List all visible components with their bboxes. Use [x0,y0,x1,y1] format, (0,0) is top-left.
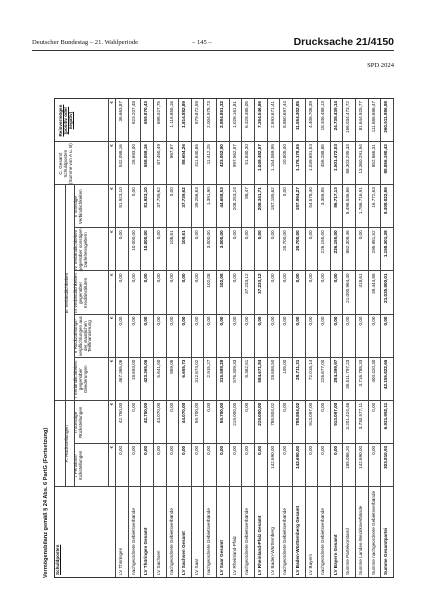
table-cell: 0,00 [282,187,288,197]
column-header: V sonstige Verbindlichkeiten [73,189,83,225]
table-cell: 967,67 [168,144,174,159]
table-cell: 1.158.301,38 [383,230,389,258]
table-cell: 18.346.488,13 [320,101,326,131]
table-cell: 1.049.492,57 [257,144,262,171]
table-cell: 0,00 [130,445,136,455]
table-cell: 0,00 [130,316,136,326]
table-cell: 0,00 [383,316,389,326]
table-cell: 72.016,14 [307,359,313,381]
table-cell: 558.058,16 [143,144,149,168]
group-header-c: C. Gesamt Schuldposten (Summe von A u. B) [58,143,73,185]
table-cell: 0,00 [118,445,123,455]
table-cell: 0,00 [168,187,174,197]
table-cell: 0,00 [244,445,250,455]
row-label: LV Thüringen [118,547,123,575]
table-cell: 0,00 [143,445,149,455]
table-cell: 10.000,00 [143,230,149,251]
header-rule [74,185,75,487]
row-label: Summe nachgeordnete Gebietsverbände [370,490,376,575]
row-label: Summe Landes-/Bezirksverbände [358,505,364,575]
table-cell: 8.860.697,44 [282,101,288,128]
table-cell: 80.856.190,43 [383,144,389,174]
table-cell: 576.309,33 [231,359,237,383]
table-cell: 28.658,50 [269,359,275,381]
row-label: LV Bayern Gesamt [332,534,338,575]
table-cell: 142.690,00 [358,445,364,469]
table-cell: 39.444,88 [370,273,376,294]
table-cell: 788.804,02 [294,402,300,426]
table-cell: 423.052,90 [219,144,225,168]
unit-label: € [109,316,114,320]
table-cell: 111.686.686,47 [370,101,376,133]
header-rule [108,99,109,487]
table-cell: 24.738.439,14 [332,101,338,131]
column-rule [55,400,393,401]
table-cell: 0,00 [206,445,212,455]
table-cell: 852.866,31 [370,144,376,168]
row-label: LV Thüringen Gesamt [143,527,149,575]
table-cell: 1.039.691,54 [307,144,313,171]
row-label: nachgeordnete Gebietsverbände [130,508,136,575]
table-cell: 0,00 [168,402,174,412]
table-cell: 0,00 [193,445,199,455]
unit-label: € [109,187,114,190]
column-rule [74,443,393,444]
table-cell: 2.915,27 [206,359,212,378]
column-header: III Verbindlichkeiten gegenüber Kreditinstituten [73,273,88,313]
table-cell: 315.589,29 [219,359,225,383]
column-rule [55,141,393,142]
column-header: IV Verbindlichkeiten gegenüber sonstigen Darlehensgebern [73,228,88,272]
table-cell: 3.201.424,46 [345,402,351,430]
column-header: I Verbindlichkeiten gegenüber Gliederungen [73,360,88,398]
running-header-title: Deutscher Bundestag – 21. Wahlperiode [32,39,139,46]
table-cell: 226.677,00 [320,359,326,383]
table-cell: 532.098,16 [118,144,123,168]
table-cell: 0,00 [168,273,174,283]
table-cell: 81.923,10 [118,187,123,208]
table-cell: 0,00 [231,316,237,326]
table-cell: 0,00 [206,316,212,326]
table-cell: 108,61 [168,230,174,245]
table-cell: 623.207,48 [130,101,136,125]
column-rule [55,184,393,185]
table-cell: 0,00 [294,316,300,326]
row-label: LV Saar [193,558,199,575]
table-cell: 81.923,10 [143,187,149,208]
table-cell: 226.155,00 [320,230,326,254]
row-label: nachgeordnete Gebietsverbände [244,508,250,575]
table-cell: 208.253,24 [231,187,237,211]
table-cell: 2.004.978,73 [206,101,212,128]
table-cell: 0,00 [320,316,326,326]
row-label: nachgeordnete Gebietsverbände [282,508,288,575]
table-cell: 86.717,13 [332,187,338,208]
table-cell: 88,47 [244,187,250,199]
table-cell: 0,00 [358,316,364,326]
table-title: Vermögensbilanz gemäß § 24 Abs. 6 PartG (Fortsetzung) [43,427,49,578]
table-cell: 102,08 [206,273,212,288]
table-cell: 0,00 [168,316,174,326]
table-cell: 51.830,30 [244,144,250,165]
report-subtitle: SPD 2024 [367,62,394,69]
table-cell: 42.750,00 [118,402,123,424]
table-cell: 3.716.788,33 [358,359,364,387]
table-cell: 59.700,00 [219,402,225,424]
table-cell: 1.026.161,81 [231,101,237,128]
table-cell: 0,00 [130,273,136,283]
table-cell: 81.644.925,77 [358,101,364,131]
row-label: nachgeordnete Gebietsverbände [320,508,326,575]
table-cell: 0,00 [269,316,275,326]
table-cell: 156.034.473,72 [345,101,351,133]
stub-rule [55,486,393,487]
table-cell: 284.399,97 [332,359,338,383]
table-cell: 0,00 [130,402,136,412]
table-cell: 0,00 [307,273,313,283]
unit-label: € [109,230,114,233]
unit-label: € [109,273,114,277]
table-cell: 423.365,06 [143,359,149,383]
unit-label: € [109,402,114,406]
table-cell: 142.690,00 [269,445,275,469]
row-label: LV Rheinland-Pfalz Gesamt [257,515,262,575]
table-cell: 108,61 [181,230,187,245]
table-cell: 312.674,02 [193,359,199,383]
table-cell: 37.233,12 [244,273,250,294]
group-header-d: Reinvermögen (positiv oder negativ) [58,104,73,137]
table-cell: 54.578,40 [307,187,313,208]
table-cell: 859,06 [168,359,174,374]
table-cell: 0,00 [219,316,225,326]
table-cell: 3.000,00 [219,230,225,249]
row-label: LV Saar Gesamt [219,540,225,575]
table-cell: 0,00 [181,273,187,283]
table-cell: 8.362,51 [244,359,250,378]
table-cell: 5.641,00 [155,359,161,378]
table-cell: 295.981,52 [370,230,376,254]
table-cell: 8.498.536,66 [345,187,351,215]
table-cell: 20.805,00 [282,144,288,165]
table-cell: 6.655,73 [181,359,187,378]
table-cell: 20.700,00 [282,230,288,251]
table-cell: 187.994,27 [294,187,300,211]
table-cell: 10.000,00 [130,230,136,251]
group-header-a: A. Rückstellungen [64,425,69,463]
table-cell: 142.690,00 [294,445,300,469]
unit-label: € [109,445,114,449]
header-rule [32,50,394,51]
table-cell: 1.814.882,89 [181,101,187,128]
table-cell: 44.658,53 [219,187,225,208]
table-cell: 456.288,85 [320,144,326,168]
table-cell: 11.554.302,85 [294,101,300,131]
table-cell: 18.693,00 [130,359,136,381]
table-cell: 6.931.992,11 [383,402,389,430]
table-cell: 0,00 [155,445,161,455]
table-cell: 0,00 [206,402,212,412]
table-cell: 2.884.851,32 [219,101,225,128]
table-cell: 0,00 [143,316,149,326]
table-cell: 37.739,62 [155,187,161,208]
table-cell: 36.663,87 [118,101,123,122]
column-header: II sonstige Rückstellungen [73,406,83,439]
table-cell: 105,00 [282,359,288,374]
rotated-table-page [40,94,396,582]
table-cell: 102,08 [219,273,225,288]
row-label: Summe Parteivorstand [345,528,351,575]
table-cell: 42.750,00 [143,402,149,424]
table-cell: 3.730.577,11 [358,402,364,430]
table-cell: 698.027,75 [155,101,161,125]
table-cell: 0,00 [155,273,161,283]
table-cell: 0,00 [181,445,187,455]
table-cell: 21.035.900,01 [383,273,389,303]
table-cell: 20.700,00 [294,230,300,251]
column-rule [74,227,393,228]
document-number: Drucksache 21/4150 [293,36,394,48]
table-cell: 0,00 [269,273,275,283]
table-cell: 13.360.291,94 [358,144,364,174]
table-cell: 28.693,00 [130,144,136,165]
table-cell: 185.086,20 [345,445,351,469]
unit-label: € [109,359,114,363]
header-rule [115,99,116,577]
table-cell: 1.116.855,16 [168,101,174,128]
table-cell: 0,00 [257,445,262,455]
header-rule [65,185,66,487]
table-cell: 0,00 [181,316,187,326]
table-cell: 862.309,46 [345,230,351,254]
row-label: LV Baden-Württemberg Gesamt [294,505,300,575]
table-cell: 42.155.822,66 [383,359,389,390]
row-label: LV Sachsen [155,550,161,575]
table-cell: 0,00 [345,316,351,326]
table-cell: 219.000,00 [231,402,237,426]
table-cell: 37.739,62 [181,187,187,208]
table-cell: 0,00 [307,230,313,240]
table-cell: 187.185,62 [269,187,275,211]
table-cell: 0,00 [219,445,225,455]
table-cell: 37.233,12 [257,273,262,294]
table-cell: 44.070,00 [155,402,161,424]
table-cell: 411.640,65 [193,144,199,167]
table-cell: 0,00 [130,187,136,197]
table-cell: 0,00 [370,445,376,455]
table-cell: 0,00 [257,316,262,326]
table-cell: 0,00 [332,273,338,283]
table-cell: 0,00 [231,230,237,240]
row-label: LV Bayern [307,553,313,575]
table-cell: 39.266,63 [193,187,199,208]
balance-sheet-table [54,98,394,578]
table-cell: 0,00 [282,316,288,326]
table-cell: 226.155,00 [332,230,338,254]
table-cell: 0,00 [332,445,338,455]
table-cell: 0,00 [143,273,149,283]
table-cell: 87.450,49 [155,144,161,165]
table-cell: 0,00 [244,402,250,412]
table-cell: 0,00 [231,445,237,455]
table-cell: 0,00 [282,445,288,455]
table-cell: 0,00 [118,230,123,240]
column-rule [74,314,393,315]
table-cell: 0,00 [320,445,326,455]
table-cell: 0,00 [370,402,376,412]
table-cell: 11.412,25 [206,144,212,165]
table-cell: 659.870,43 [143,101,149,125]
table-cell: 584.671,84 [257,359,262,383]
table-cell: 913.097,00 [332,402,338,426]
table-cell: 219.000,00 [257,402,262,426]
table-cell: 400.420,30 [370,359,376,383]
table-cell: 1.178.178,55 [294,144,300,171]
table-cell: 788.804,02 [269,402,275,426]
row-rule [393,99,394,577]
table-cell: 303.810,93 [383,445,389,469]
table-cell: 35.511.797,23 [345,359,351,389]
table-cell: 16.772,63 [370,187,376,208]
table-cell: 4.406.708,39 [307,101,313,128]
row-label: Summe Gesamtpartei [383,527,389,575]
table-cell: 59.700,00 [193,402,199,424]
row-label: LV Baden-Württemberg [269,527,275,575]
table-cell: 879.872,59 [193,101,199,125]
table-cell: 9.308.022,86 [383,187,389,215]
table-cell: 0,00 [118,273,123,283]
row-label: nachgeordnete Gebietsverbände [206,508,212,575]
table-cell: 0,00 [307,445,313,455]
table-cell: 0,00 [294,273,300,283]
unit-label: € [109,101,114,104]
table-cell: 3.000,00 [206,230,212,249]
table-cell: 44.070,00 [181,402,187,424]
table-cell: 28.711,31 [294,359,300,380]
table-cell: 2.693.671,41 [269,101,275,128]
table-cell: 0,00 [282,402,288,412]
table-cell: 0,00 [231,273,237,283]
table-cell: 0,00 [193,230,199,240]
table-cell: 0,00 [155,230,161,240]
page-number: – 145 – [192,39,212,46]
table-cell: 0,00 [244,230,250,240]
column-header: II Rückzahlungs-verpflichtungen aus der staatlichen Teilfinanzierung [73,316,93,357]
table-cell: 360.511.986,98 [383,101,389,133]
table-cell: 0,00 [168,445,174,455]
unit-label: € [109,144,114,147]
table-cell: 418,61 [358,273,364,288]
table-cell: 7.354.546,86 [257,101,262,128]
table-cell: 0,00 [155,316,161,326]
table-cell: 3.356,85 [320,187,326,206]
table-cell: 1.391,90 [206,187,212,206]
table-cell: 0,00 [358,230,364,240]
table-cell: 1.154.069,95 [269,144,275,171]
table-cell: 88.604,26 [181,144,187,165]
column-header: I Pensions-rückstellungen [73,450,83,481]
table-cell: 0,00 [307,316,313,326]
table-cell: 0,00 [244,316,250,326]
table-cell: 0,00 [269,230,275,240]
table-cell: 208.341,71 [257,187,262,211]
stub-header: Schuldposten [55,544,60,575]
table-cell: 68.303.295,33 [345,144,351,174]
table-cell: 1.766.716,91 [358,187,364,215]
row-label: LV Rheinland-Pfalz [231,536,237,575]
table-cell: 0,00 [282,273,288,283]
row-label: LV Sachsen Gesamt [181,531,187,575]
group-header-b: B. Verbindlichkeiten [64,272,69,314]
table-cell: 0,00 [257,230,262,240]
table-cell: 0,00 [193,273,199,283]
table-cell: 467.365,06 [118,359,123,383]
table-cell: 913.097,00 [307,402,313,426]
table-cell: 0,00 [320,402,326,412]
table-cell: 0,00 [320,273,326,283]
table-cell: 0,00 [370,316,376,326]
table-cell: 6.328.385,05 [244,101,250,128]
table-cell: 1.501.472,03 [332,144,338,171]
table-cell: 0,00 [332,316,338,326]
table-cell: 21.000.964,40 [345,273,351,303]
table-cell: 0,00 [118,316,123,326]
table-cell: 997.562,57 [231,144,237,168]
table-cell: 0,00 [193,316,199,326]
row-label: nachgeordnete Gebietsverbände [168,508,174,575]
column-rule [74,357,393,358]
column-rule [74,270,393,271]
